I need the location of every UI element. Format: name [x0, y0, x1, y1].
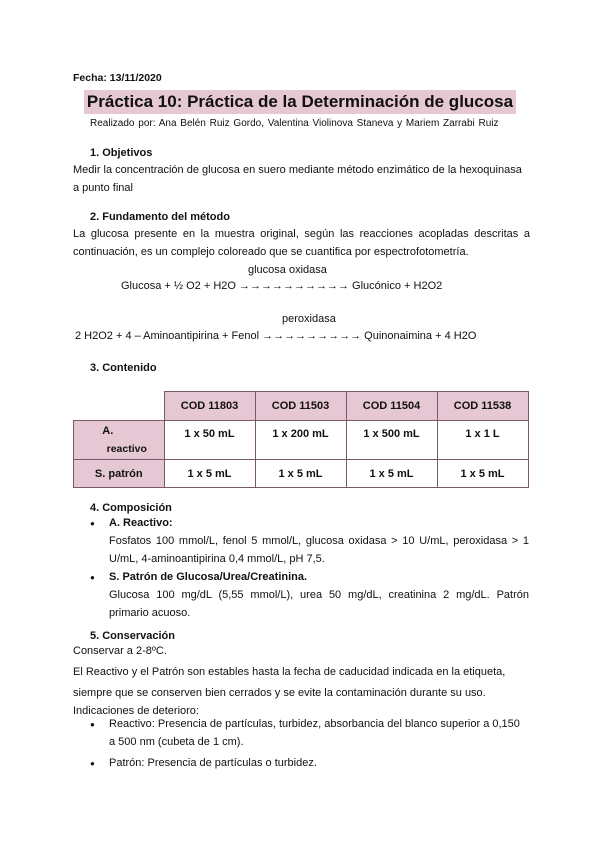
content-table	[73, 391, 529, 488]
text-line: U/mL, 4-aminoantipirina 0,4 mmol/L, pH 7,5.	[109, 553, 325, 565]
table-col-header: COD 11538	[437, 392, 528, 421]
enzyme-label-peroxidasa: peroxidasa	[282, 313, 336, 325]
page-title: Práctica 10: Práctica de la Determinación de glucosa	[86, 92, 514, 111]
table-col-header: COD 11803	[164, 392, 255, 421]
section-heading-fundamento: 2. Fundamento del método	[90, 211, 230, 223]
table-row	[74, 421, 529, 460]
enzyme-label-glucosa-oxidasa: glucosa oxidasa	[248, 264, 327, 276]
table-header-row	[74, 392, 529, 421]
text-line: continuación, es un complejo coloreado que se cuantifica por espectrofotometría.	[73, 246, 469, 258]
table-corner	[74, 392, 165, 421]
section-heading-objetivos: 1. Objetivos	[90, 147, 153, 159]
text-line: Indicaciones de deterioro:	[73, 705, 199, 717]
table-cell: 1 x 50 mL	[164, 421, 255, 460]
reaction-2: 2 H2O2 + 4 – Aminoantipirina + Fenol →→→→→→→→→ Quinonaimina + 4 H2O	[75, 330, 477, 342]
document-date: Fecha: 13/11/2020	[73, 72, 162, 84]
table-row-label	[74, 421, 165, 460]
list-item-patron-title: ● S. Patrón de Glucosa/Urea/Creatinina.	[109, 568, 529, 586]
section-body-composicion	[109, 514, 529, 622]
text-line: Fosfatos 100 mmol/L, fenol 5 mmol/L, glucosa oxidasa > 10 U/mL, peroxidasa > 1	[109, 535, 529, 547]
table-cell: 1 x 5 mL	[437, 460, 528, 488]
text-line: El Reactivo y el Patrón son estables hasta la fecha de caducidad indicada en la etiqueta,	[73, 666, 506, 678]
section-body-fundamento	[73, 225, 530, 261]
table-col-header: COD 11504	[346, 392, 437, 421]
row-label-a: A.	[102, 425, 114, 437]
text-line: siempre que se conserven bien cerrados y se evite la contaminación durante su uso.	[73, 687, 486, 699]
text-line: a 500 nm (cubeta de 1 cm).	[109, 736, 244, 748]
table-cell: 1 x 500 mL	[346, 421, 437, 460]
table-cell: 1 x 200 mL	[255, 421, 346, 460]
section-heading-conservacion: 5. Conservación	[90, 630, 175, 642]
list-item-reactivo-title: ● A. Reactivo:	[109, 514, 529, 532]
list-item: ● Patrón: Presencia de partículas o turbidez.	[109, 754, 529, 772]
deterioration-list	[109, 715, 529, 772]
table-cell: 1 x 5 mL	[164, 460, 255, 488]
text-line: Glucosa 100 mg/dL (5,55 mmol/L), urea 50 mg/dL, creatinina 2 mg/dL. Patrón	[109, 589, 529, 601]
table-row	[74, 460, 529, 488]
reaction-1: Glucosa + ½ O2 + H2O →→→→→→→→→→ Glucónico + H2O2	[121, 280, 443, 292]
table-col-header: COD 11503	[255, 392, 346, 421]
section-body-objetivos	[73, 161, 530, 197]
table-cell: 1 x 5 mL	[255, 460, 346, 488]
table-cell: 1 x 5 mL	[346, 460, 437, 488]
text-line: primario acuoso.	[109, 607, 191, 619]
section-heading-contenido: 3. Contenido	[90, 362, 157, 374]
row-label-b: reactivo	[106, 443, 147, 455]
list-item: ● Reactivo: Presencia de partículas, turbidez, absorbancia del blanco superior a 0,150	[109, 715, 529, 733]
table-row-label: S. patrón	[74, 460, 165, 488]
section-heading-composicion: 4. Composición	[90, 502, 172, 514]
section-body-conservacion	[73, 642, 530, 720]
text-line: a punto final	[73, 182, 133, 194]
title-banner	[84, 90, 516, 114]
table-cell: 1 x 1 L	[437, 421, 528, 460]
text-line: Conservar a 2-8ºC.	[73, 645, 167, 657]
text-line: Medir la concentración de glucosa en suero mediante método enzimático de la hexoquinasa	[73, 164, 522, 176]
text-line: La glucosa presente en la muestra original, según las reacciones acopladas descritas a	[73, 228, 530, 240]
authors-line: Realizado por: Ana Belén Ruiz Gordo, Valentina Violinova Staneva y Mariem Zarrabi Ruiz	[90, 118, 499, 129]
